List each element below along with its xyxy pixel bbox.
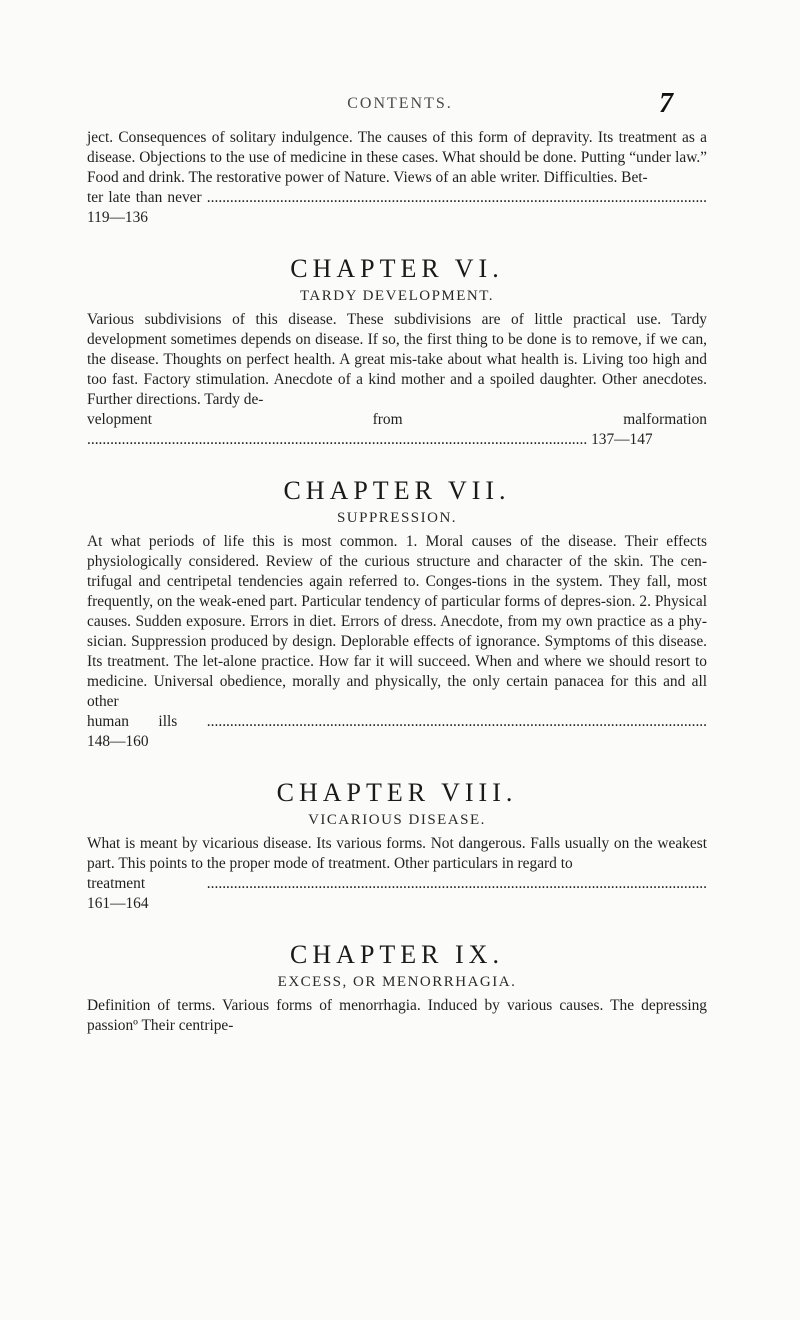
chapter-summary-tail <box>87 712 707 752</box>
chapter-summary: Various subdivisions of this disease. These subdivisions are of little practical use. Tardy development sometimes depends on disease. If so, the first thing to be done is to remove, if we can, the disease. Thoughts on perfect health. A great mis-take about what health is. Living too high and too fast. Factory stimulation. Anecdote of a kind mother and a spoiled daughter. Other anecdotes. Further directions. Tardy de- <box>87 311 707 408</box>
chapter-section <box>87 476 707 752</box>
page-range: 161—164 <box>87 895 149 912</box>
dot-leader: .................................................................................................................................. <box>206 713 707 730</box>
chapter-heading: CHAPTER VIII. <box>276 778 518 807</box>
page-range: 119—136 <box>87 209 148 226</box>
page-number: 7 <box>659 88 673 119</box>
chapter-summary-tail-text: human ills <box>87 713 178 730</box>
toc-entry-tail-text: ter late than never <box>87 189 202 206</box>
page-range: 137—147 <box>591 431 653 448</box>
chapter-heading: CHAPTER VII. <box>283 476 511 505</box>
toc-entry-body: ject. Consequences of solitary indulgence. The causes of this form of depravity. Its treatment as a disease. Objections to the use of medicine in these cases. What should be done. Putting “under law.” Food and drink. The restorative power of Nature. Views of an able writer. Difficulties. Bet- <box>87 129 707 186</box>
chapter-summary: Definition of terms. Various forms of menorrhagia. Induced by various causes. The depressing passionº Their centripe- <box>87 997 707 1034</box>
chapter-summary: What is meant by vicarious disease. Its various forms. Not dangerous. Falls usually on the weakest part. This points to the proper mode of treatment. Other particulars in regard to <box>87 835 707 872</box>
toc-entry-continued <box>87 128 707 228</box>
chapter-summary: At what periods of life this is most common. 1. Moral causes of the disease. Their effects physiologically considered. Review of the curious structure and character of the skin. The cen-trifugal and centripetal tendencies again referred to. Conges-tions in the system. They fall, most frequently, on the weak-ened part. Particular tendency of particular forms of depres-sion. 2. Physical causes. Sudden exposure. Errors in diet. Errors of dress. Anecdote, from my own practice as a phy-sician. Suppression produced by design. Deplorable effects of ignorance. Symptoms of this disease. Its treatment. The let-alone practice. How far it will succeed. When and where we should resort to medicine. Universal obedience, morally and physically, the only certain panacea for this and all other <box>87 533 707 710</box>
running-head <box>0 88 800 119</box>
dot-leader: .................................................................................................................................. <box>87 431 588 448</box>
chapter-subtitle: SUPPRESSION. <box>336 510 458 526</box>
chapter-summary-tail <box>87 410 707 450</box>
chapter-section <box>87 778 707 914</box>
chapter-subtitle: TARDY DEVELOPMENT. <box>299 288 495 304</box>
chapter-summary-tail-text: velopment from malformation <box>87 411 707 428</box>
chapter-summary-tail-text: treatment <box>87 875 146 892</box>
dot-leader: .................................................................................................................................. <box>206 189 707 206</box>
page-range: 148—160 <box>87 733 149 750</box>
contents-list <box>87 128 707 1036</box>
running-title: CONTENTS. <box>347 95 453 112</box>
dot-leader: .................................................................................................................................. <box>206 875 707 892</box>
chapter-subtitle: EXCESS, OR MENORRHAGIA. <box>277 974 517 990</box>
chapter-subtitle: VICARIOUS DISEASE. <box>308 812 486 828</box>
chapter-heading: CHAPTER IX. <box>290 940 504 969</box>
chapter-heading: CHAPTER VI. <box>290 254 504 283</box>
chapter-section <box>87 254 707 450</box>
chapter-summary-tail <box>87 874 707 914</box>
toc-entry-tail <box>87 188 707 228</box>
chapter-section <box>87 940 707 1036</box>
